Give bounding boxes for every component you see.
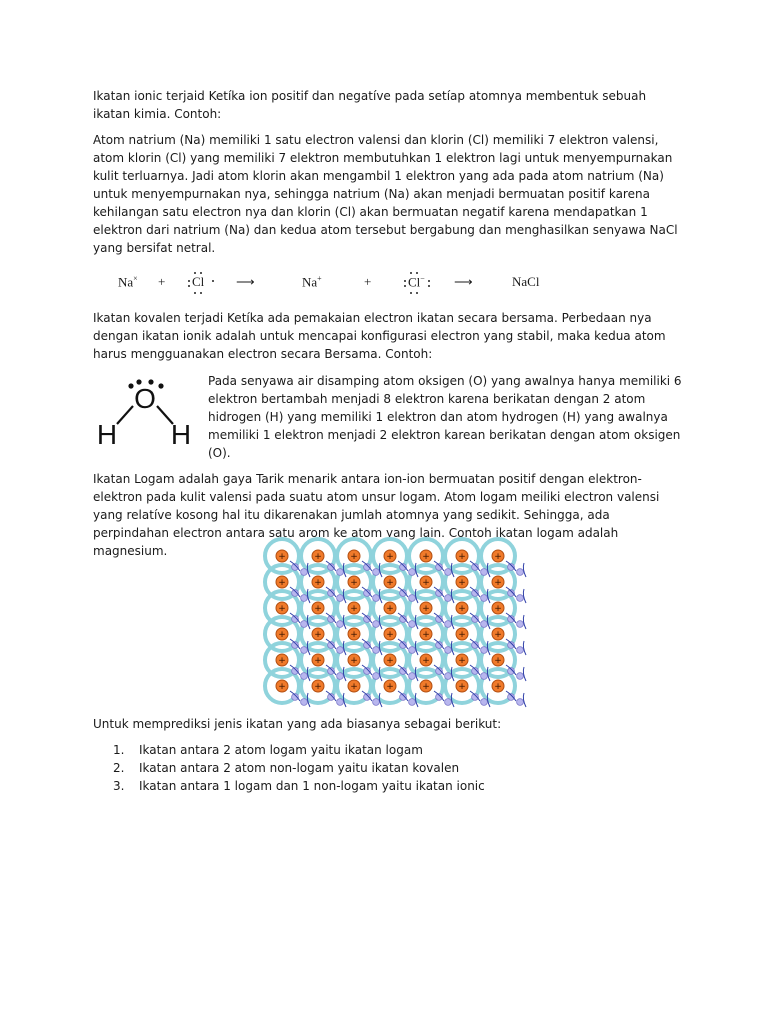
electron-flow-arrow <box>523 641 526 655</box>
list-item: 2. Ikatan antara 2 atom non-logam yaitu ikatan kovalen <box>113 761 460 775</box>
electron-dot <box>373 621 380 628</box>
list-item: 1. Ikatan antara 2 atom logam yaitu ikatan logam <box>113 743 423 757</box>
electron-dot <box>445 699 452 706</box>
electron-dot <box>337 621 344 628</box>
electron-dot <box>301 621 308 628</box>
electron-flow-arrow <box>523 615 526 629</box>
electron-dot <box>373 699 380 706</box>
lone-pair-dot <box>128 383 133 388</box>
electron-dot <box>445 647 452 654</box>
ion-plus-sign: + <box>422 604 430 615</box>
electron-flow-arrow <box>523 563 526 577</box>
eq-product-nacl: NaCl <box>512 274 540 289</box>
magnesium-metallic-lattice-diagram <box>272 548 502 708</box>
hydrogen-right-symbol: H <box>170 419 192 450</box>
electron-dot <box>445 673 452 680</box>
electron-dot <box>373 647 380 654</box>
ion-plus-sign: + <box>422 552 430 563</box>
electron-dot <box>517 699 524 706</box>
ion-plus-sign: + <box>458 604 466 615</box>
electron-dot <box>409 699 416 706</box>
ion-plus-sign: + <box>278 552 286 563</box>
ion-plus-sign: + <box>458 656 466 667</box>
bond-type-list <box>113 741 673 795</box>
electron-dot <box>337 595 344 602</box>
ion-plus-sign: + <box>458 682 466 693</box>
electron-dot <box>337 569 344 576</box>
electron-dot <box>445 569 452 576</box>
electron-dot <box>517 647 524 654</box>
electron-dot <box>409 647 416 654</box>
eq-na-ion: Na+ <box>302 274 322 290</box>
electron-dot <box>301 595 308 602</box>
ion-plus-sign: + <box>422 578 430 589</box>
electron-dot <box>409 621 416 628</box>
electron-dot <box>337 699 344 706</box>
ion-plus-sign: + <box>494 630 502 641</box>
ion-plus-sign: + <box>494 578 502 589</box>
nacl-reaction-equation <box>118 270 568 296</box>
ion-plus-sign: + <box>386 656 394 667</box>
prediction-intro: Untuk memprediksi jenis ikatan yang ada biasanya sebagai berikut: <box>93 717 502 731</box>
oxygen-symbol: O <box>134 383 156 414</box>
electron-dot <box>517 569 524 576</box>
ion-plus-sign: + <box>386 682 394 693</box>
electron-dot <box>517 621 524 628</box>
electron-dot <box>409 673 416 680</box>
electron-dot <box>409 569 416 576</box>
ion-plus-sign: + <box>314 578 322 589</box>
ion-plus-sign: + <box>494 604 502 615</box>
water-molecule-diagram <box>95 378 197 452</box>
ion-plus-sign: + <box>350 630 358 641</box>
electron-dot <box>481 621 488 628</box>
electron-flow-arrow <box>523 589 526 603</box>
ion-plus-sign: + <box>458 630 466 641</box>
ion-plus-sign: + <box>350 604 358 615</box>
ion-plus-sign: + <box>314 552 322 563</box>
ion-plus-sign: + <box>422 630 430 641</box>
ion-plus-sign: + <box>422 682 430 693</box>
eq-arrow-2: ⟶ <box>454 274 473 289</box>
eq-cl-ion: Cl− <box>408 274 425 290</box>
ion-plus-sign: + <box>494 682 502 693</box>
covalent-bond-intro: Ikatan kovalen terjadi Ketíka ada pemakaian electron ikatan secara bersama. Perbedaan nya dengan ikatan ionik adalah untuk mencapai konfigurasi electron yang stabil, maka kedua atom harus mengguanakan electron secara Bersama. Contoh: <box>93 311 666 361</box>
eq-cl: Cl <box>192 274 205 289</box>
electron-dot <box>481 569 488 576</box>
ion-plus-sign: + <box>278 604 286 615</box>
ion-plus-sign: + <box>386 630 394 641</box>
electron-flow-arrow <box>523 667 526 681</box>
list-item: 3. Ikatan antara 1 logam dan 1 non-logam yaitu ikatan ionic <box>113 779 485 793</box>
electron-dot <box>445 595 452 602</box>
bond-line <box>117 406 133 424</box>
electron-dot <box>409 595 416 602</box>
electron-dot <box>301 647 308 654</box>
electron-dot <box>337 673 344 680</box>
electron-dot <box>481 673 488 680</box>
ion-plus-sign: + <box>350 682 358 693</box>
ion-plus-sign: + <box>314 630 322 641</box>
ion-plus-sign: + <box>458 578 466 589</box>
ion-plus-sign: + <box>458 552 466 563</box>
electron-dot <box>373 673 380 680</box>
electron-dot <box>517 595 524 602</box>
ion-plus-sign: + <box>278 682 286 693</box>
ion-plus-sign: + <box>350 656 358 667</box>
ion-plus-sign: + <box>314 682 322 693</box>
electron-dot <box>481 699 488 706</box>
electron-dot <box>301 673 308 680</box>
ion-plus-sign: + <box>350 578 358 589</box>
ion-plus-sign: + <box>350 552 358 563</box>
electron-dot <box>373 569 380 576</box>
electron-dot <box>481 647 488 654</box>
ion-plus-sign: + <box>386 604 394 615</box>
ion-plus-sign: + <box>494 552 502 563</box>
ionic-bond-example: Atom natrium (Na) memiliki 1 satu electron valensi dan klorin (Cl) memiliki 7 elektron valensi, atom klorin (Cl) yang memiliki 7 elektron membutuhkan 1 elektron lagi untuk menyempurnakan kulit terluarnya. Jadi atom klorin akan mengambil 1 elektron yang ada pada atom natrium (Na) untuk menyempurnakan nya, sehingga natrium (Na) akan menjadi bermuatan positif karena kehilangan satu electron nya dan klorin (Cl) akan bermuatan negatif karena mendapatkan 1 elektron dari natrium (Na) dan kedua atom tersebut bergabung dan menghasilkan senyawa NaCl yang bersifat netral. <box>93 133 678 255</box>
eq-plus-1: + <box>158 274 166 289</box>
ion-plus-sign: + <box>386 578 394 589</box>
electron-dot <box>373 595 380 602</box>
ion-plus-sign: + <box>494 656 502 667</box>
lone-pair-dot <box>158 383 163 388</box>
ionic-bond-intro: Ikatan ionic terjaid Ketíka ion positif dan negatíve pada setíap atomnya membentuk sebuah ikatan kimia. Contoh: <box>93 89 647 121</box>
eq-arrow-1: ⟶ <box>236 274 255 289</box>
electron-dot <box>337 647 344 654</box>
ion-plus-sign: + <box>314 604 322 615</box>
ion-plus-sign: + <box>422 656 430 667</box>
ion-plus-sign: + <box>278 656 286 667</box>
eq-plus-2: + <box>364 274 372 289</box>
electron-dot <box>445 621 452 628</box>
ion-plus-sign: + <box>278 630 286 641</box>
water-example-text: Pada senyawa air disamping atom oksigen (O) yang awalnya hanya memiliki 6 elektron bertambah menjadi 8 elektron karena berikatan dengan 2 atom hidrogen (H) yang memiliki 1 elektron dan atom hydrogen (H) yang awalnya memiliki 1 elektron menjadi 2 elektron karean berikatan dengan atom oksigen (O). <box>208 374 682 460</box>
ion-plus-sign: + <box>314 656 322 667</box>
eq-na: Na× <box>118 274 138 290</box>
ion-plus-sign: + <box>278 578 286 589</box>
electron-dot <box>301 699 308 706</box>
metallic-bond-intro: Ikatan Logam adalah gaya Tarik menarik antara ion-ion bermuatan positif dengan elektron-elektron pada kulit valensi pada suatu atom unsur logam. Atom logam meiliki electron valensi yang relatíve kosong hal itu dikarenakan jumlah atomnya yang sedikit. Sehingga, ada perpindahan electron antara satu arom ke atom yang lain. Contoh ikatan logam adalah magnesium. <box>93 472 660 558</box>
ion-plus-sign: + <box>386 552 394 563</box>
electron-dot <box>301 569 308 576</box>
electron-dot <box>517 673 524 680</box>
electron-dot <box>481 595 488 602</box>
electron-flow-arrow <box>523 693 526 707</box>
hydrogen-left-symbol: H <box>96 419 118 450</box>
